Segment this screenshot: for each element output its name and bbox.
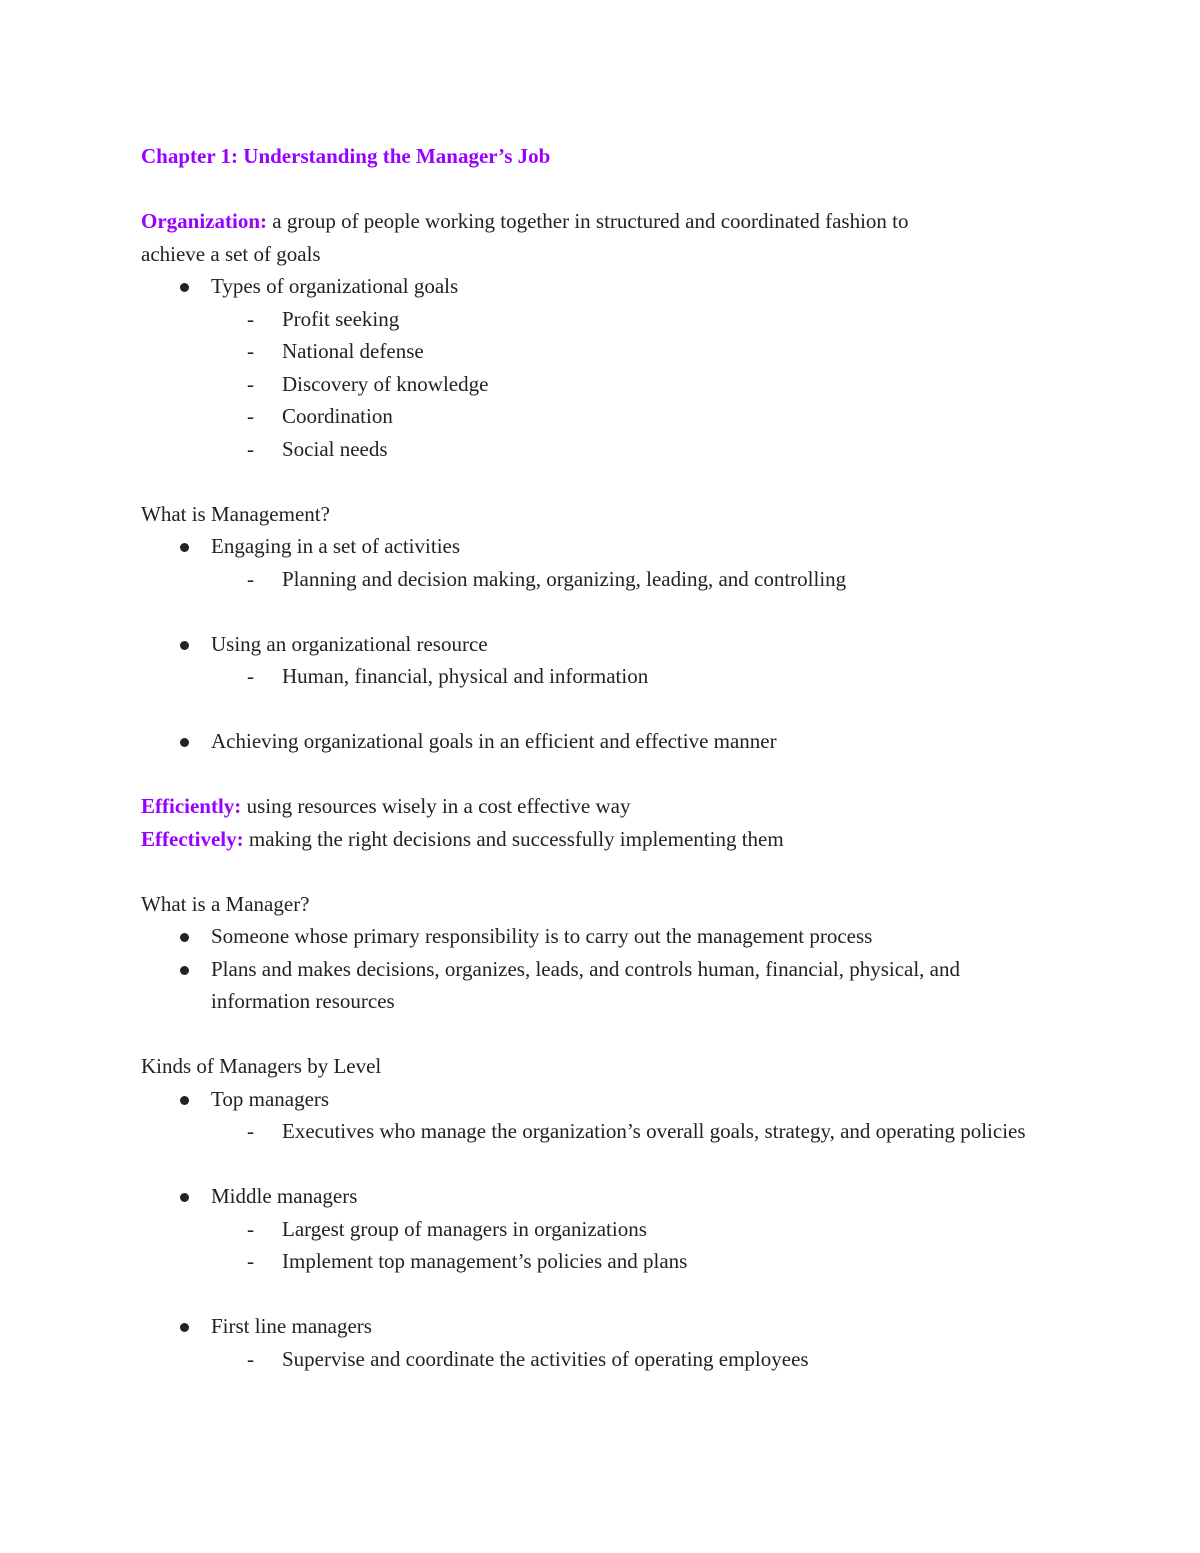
list-item bbox=[141, 920, 1081, 953]
efficiently-term: Efficiently: bbox=[141, 794, 242, 818]
list-item bbox=[141, 725, 1081, 758]
list-item bbox=[141, 270, 1081, 303]
bullet-icon bbox=[180, 543, 189, 552]
sub-text: Human, financial, physical and information bbox=[282, 664, 649, 688]
manager-heading: What is a Manager? bbox=[141, 891, 310, 916]
bullet-icon bbox=[180, 641, 189, 650]
dash-icon: - bbox=[247, 436, 254, 461]
sub-text: Executives who manage the organization’s overall goals, strategy, and operating policies bbox=[282, 1119, 1026, 1143]
sub-text: Implement top management’s policies and plans bbox=[282, 1249, 688, 1273]
sub-text: Largest group of managers in organizations bbox=[282, 1216, 647, 1241]
list-item bbox=[141, 1180, 1081, 1213]
dash-icon: - bbox=[247, 306, 254, 331]
sub-text: Planning and decision making, organizing, leading, and controlling bbox=[282, 566, 847, 591]
bullet-text: Engaging in a set of activities bbox=[211, 534, 461, 558]
goal-text: Social needs bbox=[282, 436, 388, 461]
bullet-icon bbox=[180, 1323, 189, 1332]
dash-icon: - bbox=[247, 371, 254, 396]
dash-icon: - bbox=[247, 1216, 254, 1241]
list-item bbox=[141, 628, 1081, 661]
list-item bbox=[141, 1343, 1081, 1376]
management-heading: What is Management? bbox=[141, 501, 330, 526]
bullet-text: Types of organizational goals bbox=[211, 274, 459, 298]
list-item bbox=[141, 563, 1081, 596]
list-item bbox=[141, 1213, 1081, 1246]
list-item bbox=[141, 1310, 1081, 1343]
bullet-icon bbox=[180, 283, 189, 292]
goal-text: Profit seeking bbox=[282, 306, 400, 331]
dash-icon: - bbox=[247, 1249, 254, 1273]
efficiently-text: using resources wisely in a cost effective way bbox=[241, 794, 631, 818]
effectively-definition bbox=[141, 823, 1081, 856]
dash-icon: - bbox=[247, 664, 254, 688]
efficiently-definition bbox=[141, 790, 1081, 823]
list-item bbox=[141, 368, 1081, 401]
bullet-text: Someone whose primary responsibility is to carry out the management process bbox=[211, 924, 873, 948]
organization-definition bbox=[141, 205, 1081, 238]
goal-text: Coordination bbox=[282, 404, 393, 428]
dash-icon: - bbox=[247, 566, 254, 591]
dash-icon: - bbox=[247, 339, 254, 363]
bullet-text: Middle managers bbox=[211, 1184, 358, 1208]
bullet-icon bbox=[180, 1193, 189, 1202]
list-item bbox=[141, 433, 1081, 466]
bullet-icon bbox=[180, 933, 189, 942]
list-item bbox=[141, 1083, 1081, 1116]
bullet-text: Using an organizational resource bbox=[211, 631, 488, 656]
effectively-text: making the right decisions and successfully implementing them bbox=[243, 826, 784, 851]
effectively-term: Effectively: bbox=[141, 826, 244, 851]
list-item bbox=[141, 953, 1081, 1018]
bullet-text: Top managers bbox=[211, 1086, 330, 1111]
bullet-text: Achieving organizational goals in an efficient and effective manner bbox=[211, 729, 777, 753]
organization-definition-cont: achieve a set of goals bbox=[141, 241, 321, 266]
bullet-icon bbox=[180, 1096, 189, 1105]
list-item bbox=[141, 335, 1081, 368]
list-item bbox=[141, 660, 1081, 693]
dash-icon: - bbox=[247, 1119, 254, 1143]
bullet-icon bbox=[180, 966, 189, 975]
goal-text: National defense bbox=[282, 339, 424, 363]
list-item bbox=[141, 303, 1081, 336]
bullet-text: First line managers bbox=[211, 1314, 372, 1338]
levels-heading: Kinds of Managers by Level bbox=[141, 1054, 382, 1078]
sub-text: Supervise and coordinate the activities of operating employees bbox=[282, 1346, 809, 1371]
bullet-icon bbox=[180, 738, 189, 747]
list-item bbox=[141, 1115, 1081, 1148]
bullet-text: Plans and makes decisions, organizes, leads, and controls human, financial, physical, and information resources bbox=[211, 956, 961, 1013]
organization-definition-text: a group of people working together in structured and coordinated fashion to bbox=[267, 209, 909, 233]
list-item bbox=[141, 400, 1081, 433]
document-page bbox=[141, 140, 1081, 1375]
chapter-title: Chapter 1: Understanding the Manager’s Job bbox=[141, 144, 551, 168]
dash-icon: - bbox=[247, 1346, 254, 1371]
goal-text: Discovery of knowledge bbox=[282, 371, 489, 396]
organization-term: Organization: bbox=[141, 209, 267, 233]
dash-icon: - bbox=[247, 404, 254, 428]
list-item bbox=[141, 1245, 1081, 1278]
list-item bbox=[141, 530, 1081, 563]
